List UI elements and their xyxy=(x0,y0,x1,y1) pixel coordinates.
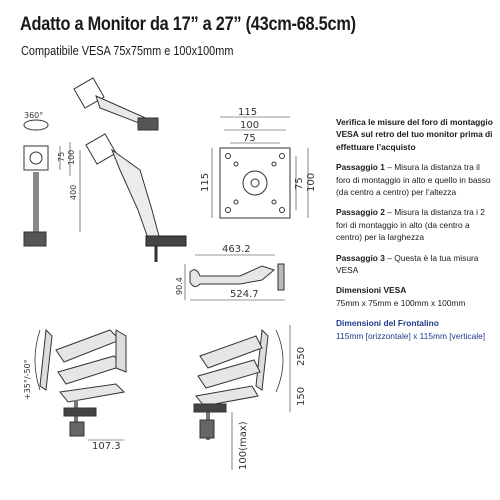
step-1 xyxy=(336,161,496,198)
dim-vesa-75-top: 75 xyxy=(243,133,256,144)
vesa-label: Dimensioni VESA xyxy=(336,285,407,296)
vesa-plate xyxy=(24,146,48,170)
step-2-text: – Misura la distanza tra i 2 fori di montaggio in alto (da centro a centro) per la larghezza xyxy=(336,207,485,243)
dim-107: 107.3 xyxy=(92,441,121,452)
dim-524: 524.7 xyxy=(230,289,259,300)
page-title: Adatto a Monitor da 17” a 27” (43cm-68.5cm) xyxy=(20,14,356,35)
step-2 xyxy=(336,206,496,243)
dim-75: 75 xyxy=(57,151,66,162)
vesa-text: 75mm x 75mm e 100mm x 100mm xyxy=(336,297,466,308)
dim-vesa-100-top: 100 xyxy=(240,120,260,131)
front-view-diagram xyxy=(24,111,80,246)
side-view-height-diagram xyxy=(194,325,307,470)
step-3-text: – Questa è la tua misura VESA xyxy=(336,252,479,276)
frontal-dimensions xyxy=(336,317,496,342)
dim-100max: 100(max) xyxy=(238,421,249,470)
vesa-dimensions xyxy=(336,284,496,309)
frontal-text: 115mm [orizzontale] x 115mm [verticale] xyxy=(336,330,486,341)
dim-tilt: +35°/-50° xyxy=(23,359,32,400)
dim-vesa-75-side: 75 xyxy=(294,177,305,190)
dim-250: 250 xyxy=(296,346,307,366)
dim-463: 463.2 xyxy=(222,244,251,255)
dim-vesa-100-side: 100 xyxy=(306,172,317,192)
dim-90: 90.4 xyxy=(175,277,184,295)
side-view-tilt-diagram xyxy=(23,330,126,452)
dim-100: 100 xyxy=(67,149,76,165)
step-3 xyxy=(336,252,496,277)
arm-3d-view xyxy=(74,78,186,262)
rotation-label: 360° xyxy=(24,111,44,120)
frontal-label: Dimensioni del Frontalino xyxy=(336,318,439,329)
page-subtitle: Compatibile VESA 75x75mm e 100x100mm xyxy=(21,43,234,58)
dim-vesa-115-side: 115 xyxy=(200,172,211,192)
step-1-text: – Misura la distanza tra il foro di montaggio in alto e quello in basso (da centro a centro) per l’altezza xyxy=(336,162,491,198)
intro-text: Verifica le misure del foro di montaggio VESA sul retro del tuo monitor prima di effettuare l’acquisto xyxy=(336,117,493,152)
vesa-plate-diagram xyxy=(200,107,317,218)
dim-400: 400 xyxy=(69,184,78,200)
step-2-label: Passaggio 2 xyxy=(336,207,385,218)
dim-150: 150 xyxy=(296,386,307,406)
vesa-info-panel xyxy=(336,116,496,350)
dim-vesa-115-top: 115 xyxy=(238,107,258,118)
rotation-arrow-icon xyxy=(24,120,48,130)
top-view-diagram xyxy=(175,244,285,300)
step-1-label: Passaggio 1 xyxy=(336,162,385,173)
vesa-plate-outline xyxy=(220,148,290,218)
step-3-label: Passaggio 3 xyxy=(336,252,385,263)
